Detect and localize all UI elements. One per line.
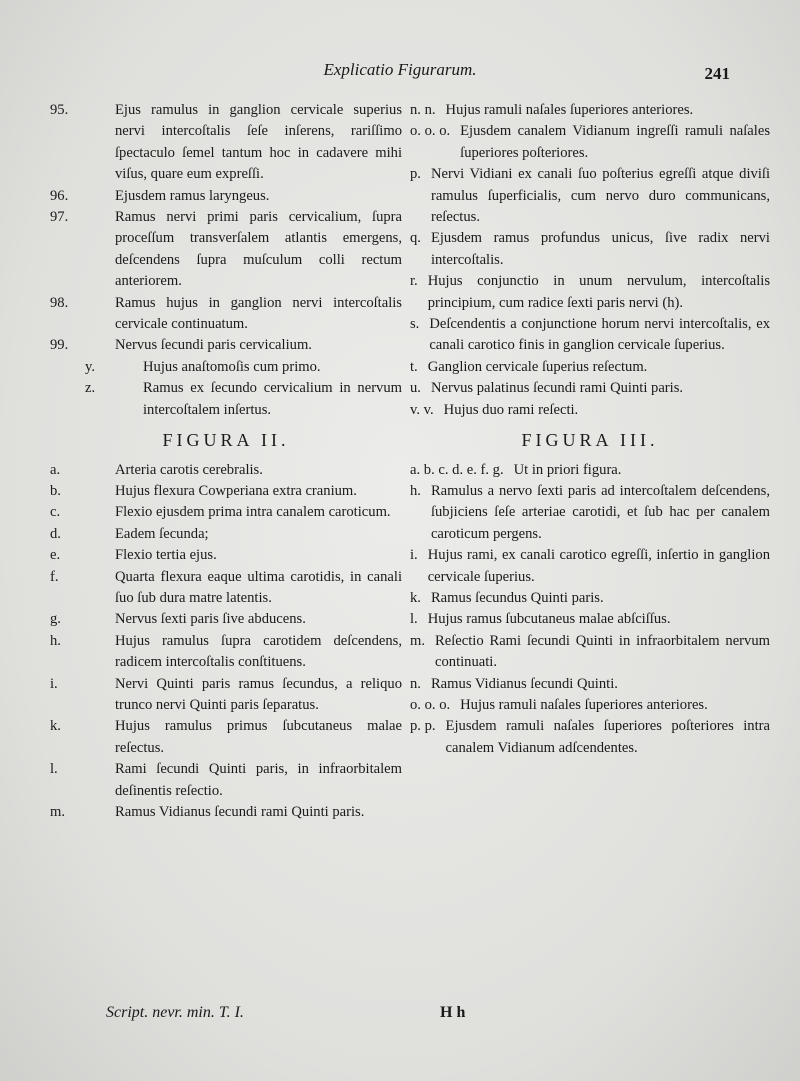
entry-label: a. b. c. d. e. f. g. <box>410 461 504 478</box>
entry-label: 95. <box>50 102 69 118</box>
entry-label: c. <box>50 504 61 521</box>
entry-text: Hujus ramulus primus ſubcutaneus malae reſectus. <box>115 718 402 756</box>
entry-text: Deſcendentis a conjunctione horum nervi intercoſtalis, ex canali carotico finis in ganglion cervicale ſuperius. <box>429 316 770 354</box>
entry-text: Hujus ramuli naſales ſuperiores anteriores. <box>445 102 694 118</box>
explanation-entry <box>50 100 402 186</box>
explanation-entry <box>410 631 770 674</box>
explanation-entry <box>410 609 770 630</box>
entry-label: 99. <box>50 337 69 354</box>
explanation-entry <box>50 357 402 378</box>
explanation-entry <box>50 759 402 802</box>
entry-label: s. <box>410 316 420 333</box>
entry-text: Hujus duo rami reſecti. <box>443 401 579 418</box>
explanation-entry <box>410 121 770 164</box>
explanation-entry <box>410 378 770 399</box>
entry-text: Hujus conjunctio in unum nervulum, intercoſtalis principium, cum radice ſexti paris nervi (h). <box>427 273 770 311</box>
left-column <box>50 100 402 823</box>
explanation-entry <box>50 378 402 421</box>
entry-label: l. <box>50 761 58 778</box>
entry-text: Hujus ramulus ſupra carotidem deſcendens, radicem intercoſtalis conſtituens. <box>115 632 402 671</box>
entry-text: Ramulus a nervo ſexti paris ad intercoſtalem deſcendens, ſubjiciens ſeſe arteriae carotidi, et ſub hac per canalem caroticum pergens. <box>430 482 770 542</box>
entry-text: Hujus flexura Cowperiana extra cranium. <box>115 482 357 499</box>
left-subentries <box>50 357 402 421</box>
entry-text: Ramus ſecundus Quinti paris. <box>430 589 604 606</box>
entry-label: n. <box>410 675 421 692</box>
explanation-entry <box>50 293 402 336</box>
explanation-entry <box>50 186 402 207</box>
entry-label: o. o. o. <box>410 696 451 713</box>
entry-text: Flexio ejusdem prima intra canalem caroticum. <box>115 504 391 521</box>
explanation-entry <box>410 357 770 378</box>
entry-text: Rami ſecundi Quinti paris, in infraorbitalem deſinentis reſectio. <box>115 761 402 799</box>
entry-label: 97. <box>50 209 69 226</box>
entry-label: p. <box>410 166 421 183</box>
explanation-entry <box>50 545 402 566</box>
entry-label: i. <box>50 675 58 692</box>
entry-label: a. <box>50 461 61 478</box>
entry-label: z. <box>85 380 96 397</box>
entry-text: Quarta flexura eaque ultima carotidis, in canali ſuo ſub dura matre latentis. <box>115 568 402 606</box>
entry-text: Ut in priori figura. <box>513 461 622 478</box>
entry-text: Ramus Vidianus ſecundi rami Quinti paris. <box>115 804 365 820</box>
left-entries-top <box>50 100 402 357</box>
entry-label: r. <box>410 273 418 290</box>
explanation-entry <box>50 802 402 823</box>
entry-label: n. n. <box>410 102 436 118</box>
entry-text: Arteria carotis cerebralis. <box>115 461 263 478</box>
explanation-entry <box>50 502 402 523</box>
entry-label: b. <box>50 482 61 499</box>
explanation-entry <box>410 674 770 695</box>
explanation-entry <box>410 271 770 314</box>
entry-text: Hujus rami, ex canali carotico egreſſi, inſertio in ganglion cervicale ſuperius. <box>427 547 770 585</box>
explanation-entry <box>410 545 770 588</box>
explanation-entry <box>50 460 402 481</box>
explanation-entry <box>50 609 402 630</box>
entry-text: Reſectio Rami ſecundi Quinti in infraorbitalem nervum continuati. <box>435 632 770 671</box>
right-entries-bottom <box>410 460 770 760</box>
entry-text: Hujus ramuli naſales ſuperiores anteriores. <box>460 696 708 713</box>
explanation-entry <box>410 314 770 357</box>
explanation-entry <box>50 631 402 674</box>
entry-label: k. <box>410 589 421 606</box>
entry-text: Ejusdem canalem Vidianum ingreſſi ramuli naſales ſuperiores poſteriores. <box>460 123 770 161</box>
entry-text: Ejusdem ramus profundus unicus, ſive radix nervi intercoſtalis. <box>430 230 770 268</box>
entry-label: h. <box>50 632 61 649</box>
explanation-entry <box>410 164 770 228</box>
right-entries-top <box>410 100 770 421</box>
entry-text: Ejusdem ramuli naſales ſuperiores poſteriores intra canalem Vidianum adſcendentes. <box>445 718 770 756</box>
entry-text: Ramus nervi primi paris cervicalium, ſupra proceſſum transverſalem atlantis emergens, deſcendens ſupra muſculum colli rectum anteriorem. <box>115 209 402 290</box>
explanation-entry <box>410 481 770 545</box>
entry-text: Ramus ex ſecundo cervicalium in nervum intercoſtalem inſertus. <box>143 380 402 418</box>
explanation-entry <box>410 716 770 759</box>
entry-text: Nervi Quinti paris ramus ſecundus, a reliquo trunco nervi Quinti paris ſeparatus. <box>115 675 402 713</box>
entry-label: t. <box>410 358 418 375</box>
entry-text: Nervus palatinus ſecundi rami Quinti paris. <box>430 380 684 397</box>
explanation-entry <box>410 460 770 481</box>
entry-label: y. <box>85 358 95 375</box>
entry-label: q. <box>410 230 421 247</box>
running-header: Explicatio Figurarum. <box>323 60 477 79</box>
catchword: H h <box>440 1004 466 1021</box>
entry-text: Ramus Vidianus ſecundi Quinti. <box>430 675 618 692</box>
figura-ii-heading: FIGURA II. <box>162 430 290 451</box>
entry-label: m. <box>410 632 425 649</box>
explanation-entry <box>410 228 770 271</box>
explanation-entry <box>50 481 402 502</box>
entry-label: g. <box>50 611 61 628</box>
explanation-entry <box>50 524 402 545</box>
entry-text: Nervus ſexti paris ſive abducens. <box>115 611 306 628</box>
entry-text: Nervi Vidiani ex canali ſuo poſterius egreſſi atque diviſi ramulus ſuperficialis, cum nervo duro communicans, reſectus. <box>430 166 770 226</box>
entry-label: m. <box>50 804 65 820</box>
page-number: 241 <box>704 64 730 83</box>
entry-text: Hujus ramus ſubcutaneus malae abſciſſus. <box>427 611 671 628</box>
left-entries-bottom <box>50 460 402 824</box>
entry-label: v. v. <box>410 401 434 418</box>
entry-label: 96. <box>50 187 69 204</box>
entry-label: u. <box>410 380 421 397</box>
entry-text: Eadem ſecunda; <box>115 525 209 542</box>
entry-label: i. <box>410 547 418 564</box>
entry-text: Flexio tertia ejus. <box>115 547 217 564</box>
right-column <box>410 100 770 759</box>
explanation-entry <box>50 674 402 717</box>
explanation-entry <box>50 207 402 293</box>
entry-text: Ramus hujus in ganglion nervi intercoſtalis cervicale continuatum. <box>115 294 402 333</box>
explanation-entry <box>50 567 402 610</box>
explanation-entry <box>50 335 402 356</box>
entry-label: e. <box>50 547 61 564</box>
entry-text: Nervus ſecundi paris cervicalium. <box>115 337 312 354</box>
entry-label: d. <box>50 525 61 542</box>
entry-label: l. <box>410 611 418 628</box>
explanation-entry <box>410 400 770 421</box>
explanation-entry <box>410 588 770 609</box>
figura-iii-heading: FIGURA III. <box>521 430 659 451</box>
entry-label: o. o. o. <box>410 123 451 140</box>
entry-label: p. p. <box>410 718 436 735</box>
entry-text: Ganglion cervicale ſuperius reſectum. <box>427 358 648 375</box>
entry-text: Ejus ramulus in ganglion cervicale superius nervi intercoſtalis ſeſe inſerens, rariſſimo ſpectaculo ſemel tantum hoc in cadavere mihi viſus, quare eum expreſſi. <box>115 102 402 183</box>
entry-label: k. <box>50 718 61 735</box>
entry-label: f. <box>50 568 59 585</box>
signature-mark: Script. nevr. min. T. I. <box>106 1004 244 1021</box>
entry-label: h. <box>410 482 421 499</box>
entry-label: 98. <box>50 294 69 311</box>
entry-text: Ejusdem ramus laryngeus. <box>115 187 270 204</box>
explanation-entry <box>410 695 770 716</box>
entry-text: Hujus anaſtomoſis cum primo. <box>143 358 321 375</box>
explanation-entry <box>50 716 402 759</box>
explanation-entry <box>410 100 770 121</box>
